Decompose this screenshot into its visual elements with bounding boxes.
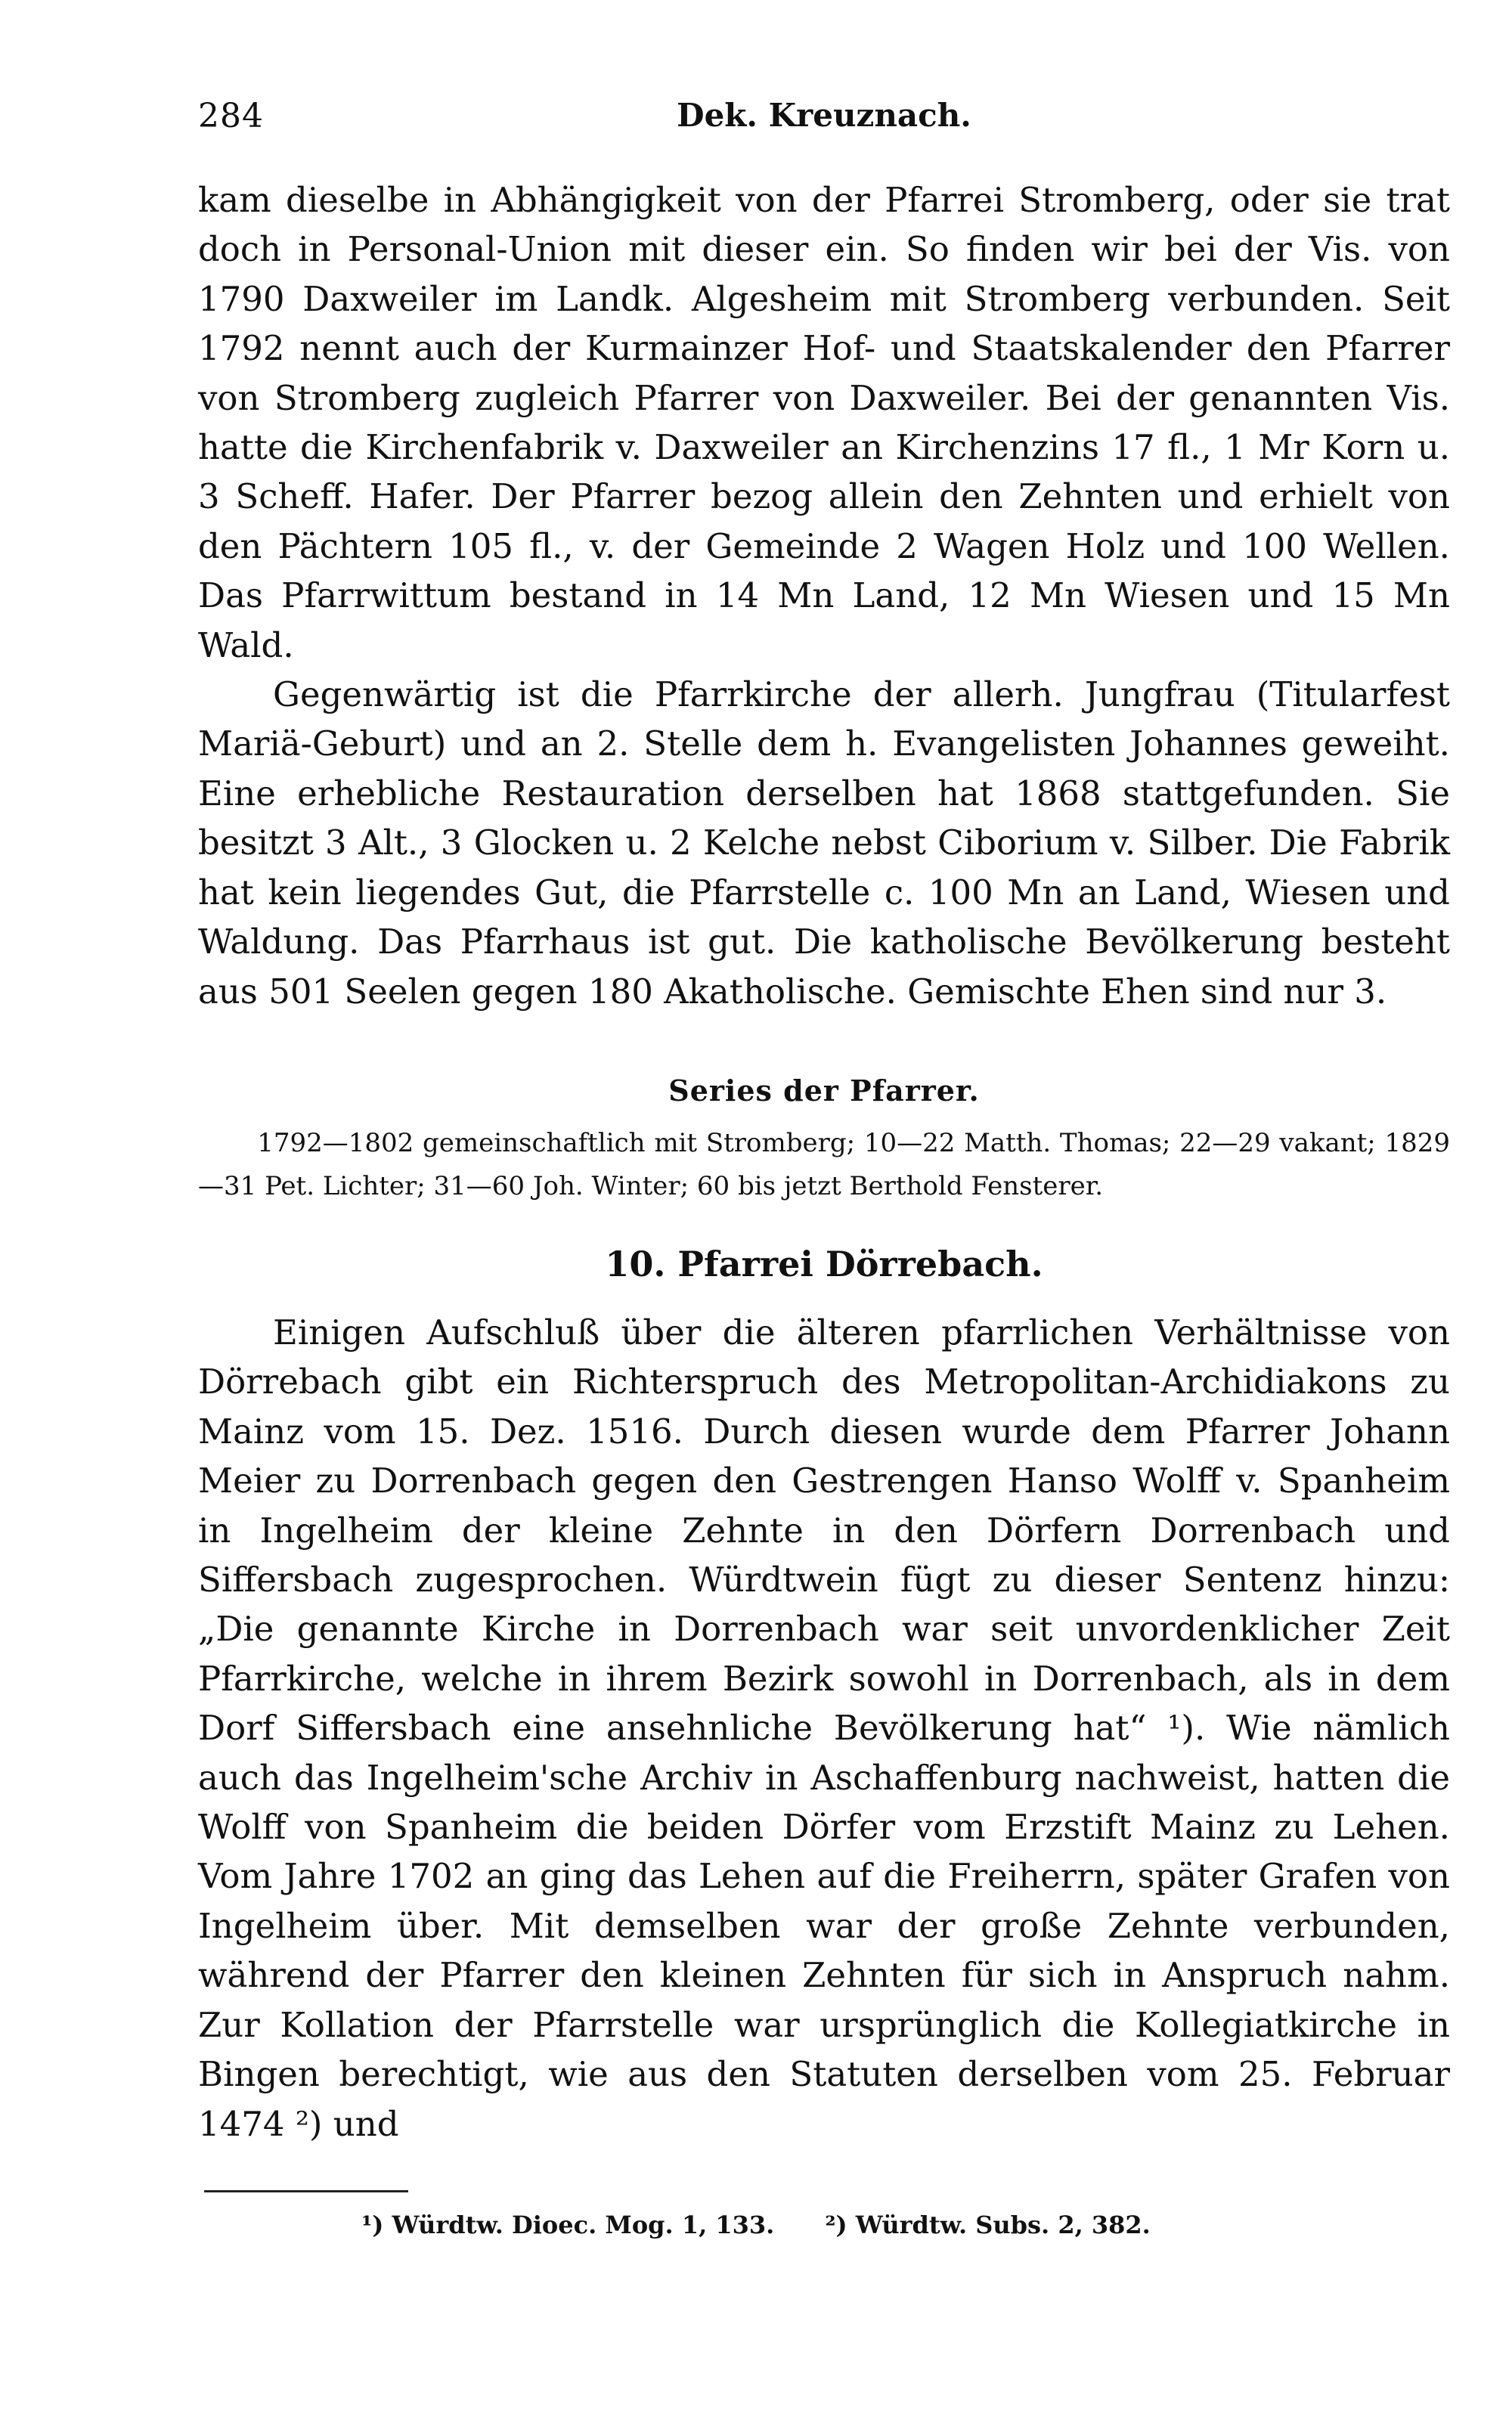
running-title: Dek. Kreuznach. (677, 97, 971, 134)
page-number: 284 (198, 97, 264, 135)
section-text-block (198, 1308, 1450, 2149)
top-text-block (198, 175, 1450, 1016)
footnotes (0, 2206, 1512, 2244)
series-heading: Series der Pfarrer. (668, 1074, 980, 1108)
footnote-2: ²) Würdtw. Subs. 2, 382. (825, 2211, 1151, 2239)
paragraph-present-state: Gegenwärtig ist die Pfarrkirche der allerh. Jungfrau (Titularfest Mariä-Geburt) und an 2. Stelle dem h. Evangelisten Johannes geweiht. Eine erhebliche Restauration derselben hat 1868 stattgefunden. Sie besitzt 3 Alt., 3 Glocken u. 2 Kelche nebst Ciborium v. Silber. Die Fabrik hat kein liegendes Gut, die Pfarrstelle c. 100 Mn an Land, Wiesen und Waldung. Das Pfarrhaus ist gut. Die katholische Bevölkerung besteht aus 501 Seelen gegen 180 Akatholische. Gemischte Ehen sind nur 3. (198, 674, 1450, 1012)
footnote-1: ¹) Würdtw. Dioec. Mog. 1, 133. (361, 2211, 775, 2239)
section-heading: 10. Pfarrei Dörrebach. (605, 1244, 1043, 1284)
paragraph-continuation: kam dieselbe in Abhängigkeit von der Pfarrei Stromberg, oder sie trat doch in Personal-Union mit dieser ein. So finden wir bei der Vis. von 1790 Daxweiler im Landk. Algesheim mit Stromberg verbunden. Seit 1792 nennt auch der Kurmainzer Hof- und Staatskalender den Pfarrer von Stromberg zugleich Pfarrer von Daxweiler. Bei der genannten Vis. hatte die Kirchenfabrik v. Daxweiler an Kirchenzins 17 fl., 1 Mr Korn u. 3 Scheff. Hafer. Der Pfarrer bezog allein den Zehnten und erhielt von den Pächtern 105 fl., v. der Gemeinde 2 Wagen Holz und 100 Wellen. Das Pfarrwittum bestand in 14 Mn Land, 12 Mn Wiesen und 15 Mn Wald. (198, 180, 1450, 665)
page-header (198, 97, 1450, 150)
paragraph-doerrebach: Einigen Aufschluß über die älteren pfarrlichen Verhältnisse von Dörrebach gibt ein Richterspruch des Metropolitan-Archidiakons zu Mainz vom 15. Dez. 1516. Durch diesen wurde dem Pfarrer Johann Meier zu Dorrenbach gegen den Gestrengen Hanso Wolff v. Spanheim in Ingelheim der kleine Zehnte in den Dörfern Dorrenbach und Siffersbach zugesprochen. Würdtwein fügt zu dieser Sentenz hinzu: „Die genannte Kirche in Dorrenbach war seit unvordenklicher Zeit Pfarrkirche, welche in ihrem Bezirk sowohl in Dorrenbach, als in dem Dorf Siffersbach eine ansehnliche Bevölkerung hat“ ¹). Wie nämlich auch das Ingelheim'sche Archiv in Aschaffenburg nachweist, hatten die Wolff von Spanheim die beiden Dörfer vom Erzstift Mainz zu Lehen. Vom Jahre 1702 an ging das Lehen auf die Freiherrn, später Grafen von Ingelheim über. Mit demselben war der große Zehnte verbunden, während der Pfarrer den kleinen Zehnten für sich in Anspruch nahm. Zur Kollation der Pfarrstelle war ursprünglich die Kollegiatkirche in Bingen berechtigt, wie aus den Statuten derselben vom 25. Februar 1474 ²) und (198, 1312, 1450, 2144)
series-list: 1792—1802 gemeinschaftlich mit Stromberg; 10—22 Matth. Thomas; 22—29 vakant; 1829—31 Pet. Lichter; 31—60 Joh. Winter; 60 bis jetzt Berthold Fensterer. (198, 1128, 1450, 1201)
footnote-rule (204, 2190, 408, 2192)
